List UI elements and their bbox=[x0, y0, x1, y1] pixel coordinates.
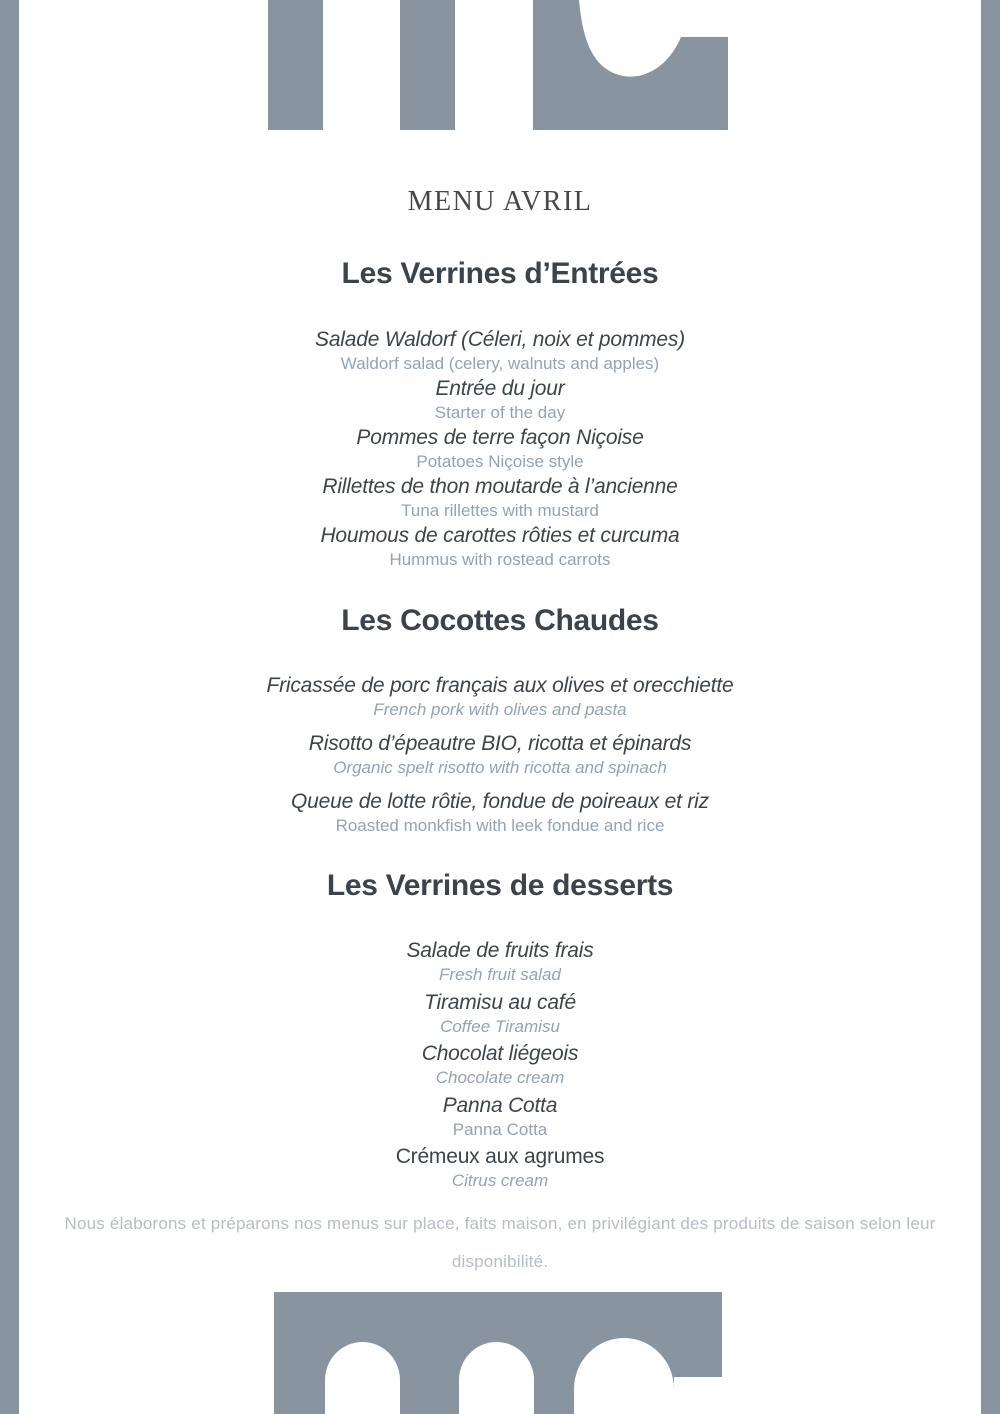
menu-item bbox=[0, 1040, 1000, 1089]
section-heading-mains: Les Cocottes Chaudes bbox=[341, 604, 659, 637]
section-heading-starters: Les Verrines d’Entrées bbox=[341, 257, 659, 290]
menu-item bbox=[0, 1143, 1000, 1192]
footer-note bbox=[0, 1205, 1000, 1281]
menu-item bbox=[0, 473, 1000, 522]
menu-item bbox=[0, 375, 1000, 424]
menu-item-french: Pommes de terre façon Niçoise bbox=[356, 426, 644, 449]
menu-item-translation: Coffee Tiramisu bbox=[440, 1016, 560, 1036]
menu-item-french: Chocolat liégeois bbox=[421, 1042, 579, 1065]
menu-item-translation: French pork with olives and pasta bbox=[373, 700, 627, 719]
section-heading-desserts: Les Verrines de desserts bbox=[326, 869, 674, 902]
desserts-list bbox=[0, 937, 1000, 1195]
menu-item-french: Tiramisu au café bbox=[424, 990, 576, 1014]
menu-item-translation: Chocolate cream bbox=[435, 1068, 565, 1087]
menu-item-french: Queue de lotte rôtie, fondue de poireaux et riz bbox=[291, 790, 709, 813]
menu-item-translation: Roasted monkfish with leek fondue and rice bbox=[335, 816, 665, 835]
starters-list bbox=[0, 326, 1000, 571]
menu-item-translation: Tuna rillettes with mustard bbox=[401, 501, 599, 520]
menu-title: MENU AVRIL bbox=[407, 186, 593, 217]
footer-note-line1: Nous élaborons et préparons nos menus sur place, faits maison, en privilégiant des produits de saison selon leur bbox=[64, 1214, 936, 1233]
menu-item-french: Salade de fruits frais bbox=[406, 939, 594, 962]
menu-item bbox=[0, 730, 1000, 779]
menu-item-french: Salade Waldorf (Céleri, noix et pommes) bbox=[315, 328, 685, 351]
menu-item-french: Houmous de carottes rôties et curcuma bbox=[320, 524, 680, 547]
menu-item-french: Rillettes de thon moutarde à l’ancienne bbox=[322, 475, 678, 498]
menu-item bbox=[0, 326, 1000, 375]
menu-item bbox=[0, 424, 1000, 473]
menu-item-translation: Potatoes Niçoise style bbox=[416, 452, 584, 471]
menu-item-translation: Waldorf salad (celery, walnuts and apples) bbox=[340, 354, 660, 373]
menu-item-translation: Fresh fruit salad bbox=[439, 965, 561, 984]
menu-item-french: Crémeux aux agrumes bbox=[395, 1145, 605, 1168]
menu-item bbox=[0, 989, 1000, 1038]
menu-item-translation: Hummus with rostead carrots bbox=[389, 550, 611, 569]
menu-item-translation: Citrus cream bbox=[451, 1171, 549, 1190]
menu-item-french: Panna Cotta bbox=[442, 1093, 558, 1117]
footer-note-line2: disponibilité. bbox=[451, 1252, 549, 1271]
mains-list bbox=[0, 672, 1000, 846]
menu-item-french: Entrée du jour bbox=[435, 377, 565, 400]
mc-logo-bottom-icon bbox=[274, 1292, 722, 1414]
mc-logo-top-icon bbox=[268, 0, 728, 130]
menu-item bbox=[0, 672, 1000, 721]
menu-item bbox=[0, 937, 1000, 986]
menu-item bbox=[0, 788, 1000, 837]
menu-item bbox=[0, 522, 1000, 571]
menu-item bbox=[0, 1092, 1000, 1141]
menu-item-translation: Starter of the day bbox=[434, 403, 566, 422]
menu-item-translation: Organic spelt risotto with ricotta and spinach bbox=[333, 758, 667, 777]
menu-item-french: Fricassée de porc français aux olives et orecchiette bbox=[266, 674, 734, 697]
menu-item-french: Risotto d’épeautre BIO, ricotta et épinards bbox=[308, 732, 692, 755]
menu-item-translation: Panna Cotta bbox=[452, 1119, 548, 1139]
